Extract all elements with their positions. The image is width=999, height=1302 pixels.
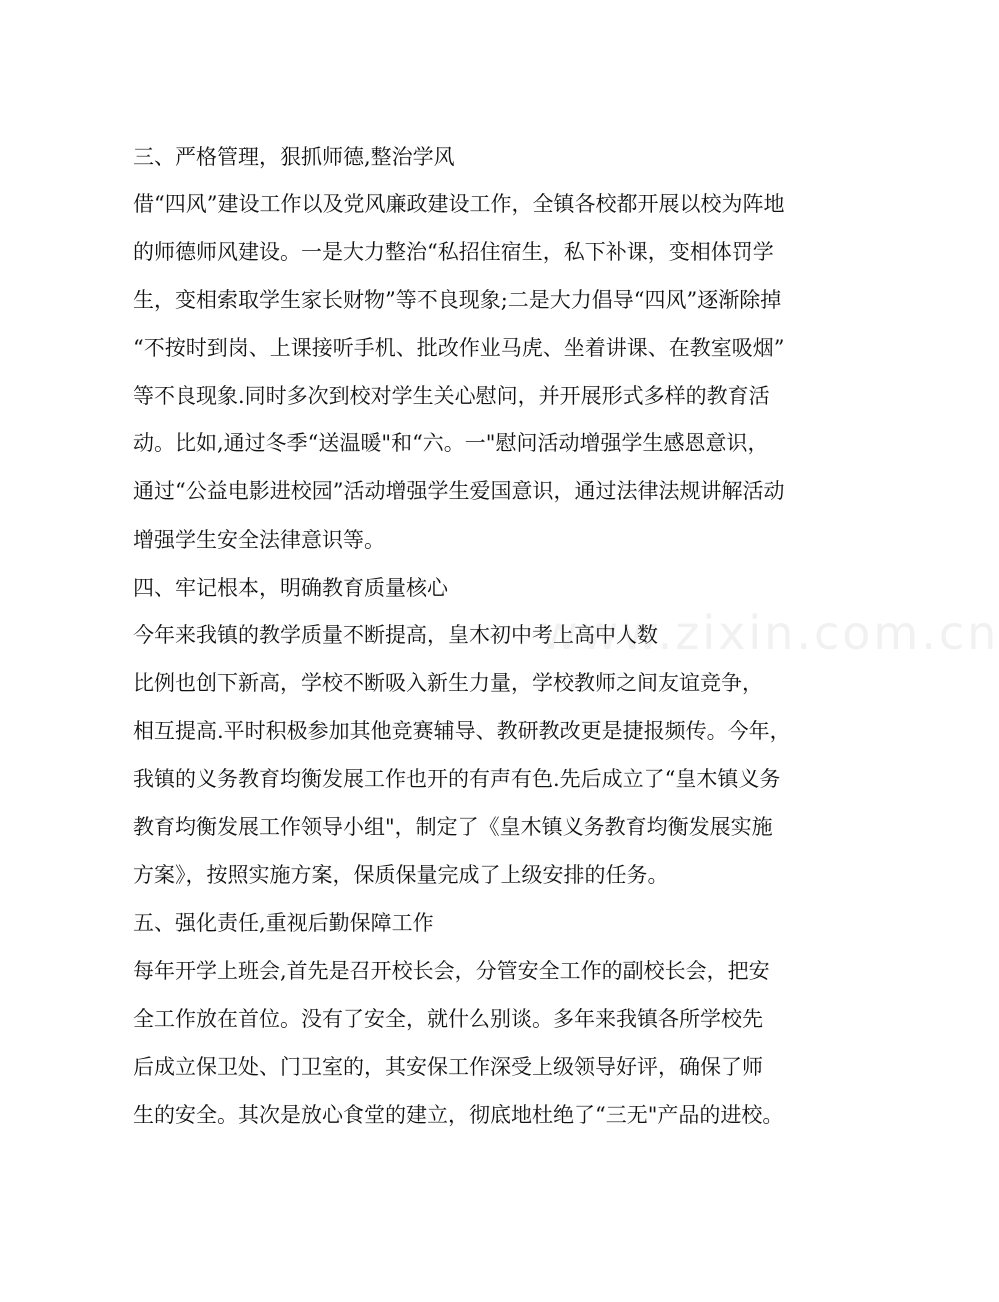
paragraph-line: 相互提高.平时积极参加其他竞赛辅导、教研教改更是捷报频传。今年， bbox=[133, 719, 791, 743]
paragraph-line: 全工作放在首位。没有了安全，就什么别谈。多年来我镇各所学校先 bbox=[133, 1007, 763, 1031]
paragraph-line: 每年开学上班会,首先是召开校长会，分管安全工作的副校长会，把安 bbox=[133, 959, 770, 983]
paragraph-line: 后成立保卫处、门卫室的，其安保工作深受上级领导好评，确保了师 bbox=[133, 1055, 763, 1079]
heading-section-5: 五、强化责任,重视后勤保障工作 bbox=[133, 911, 434, 935]
paragraph-line: 方案》，按照实施方案，保质保量完成了上级安排的任务。 bbox=[133, 863, 669, 887]
paragraph-line: 借“四风”建设工作以及党风廉政建设工作，全镇各校都开展以校为阵地 bbox=[133, 192, 785, 216]
paragraph-line: 生的安全。其次是放心食堂的建立，彻底地杜绝了“三无"产品的进校。 bbox=[133, 1103, 784, 1127]
paragraph-line: 动。比如,通过冬季“送温暖"和“六。一"慰问活动增强学生感恩意识， bbox=[133, 431, 769, 455]
heading-section-4: 四、牢记根本，明确教育质量核心 bbox=[133, 576, 448, 600]
paragraph-line: 等不良现象.同时多次到校对学生关心慰问，并开展形式多样的教育活 bbox=[133, 384, 770, 408]
watermark: www.zixin.com.cn bbox=[540, 606, 999, 660]
paragraph-line: 生，变相索取学生家长财物”等不良现象;二是大力倡导“四风”逐渐除掉 bbox=[133, 288, 782, 312]
paragraph-line: 的师德师风建设。一是大力整治“私招住宿生，私下补课，变相体罚学 bbox=[133, 240, 774, 264]
paragraph-line: 比例也创下新高，学校不断吸入新生力量，学校教师之间友谊竞争， bbox=[133, 671, 763, 695]
heading-section-3: 三、严格管理，狠抓师德,整治学风 bbox=[133, 145, 455, 169]
paragraph-line: 增强学生安全法律意识等。 bbox=[133, 528, 385, 552]
paragraph-line: “不按时到岗、上课接听手机、批改作业马虎、坐着讲课、在教室吸烟” bbox=[133, 336, 785, 360]
paragraph-line: 今年来我镇的教学质量不断提高，皇木初中考上高中人数 bbox=[133, 623, 658, 647]
paragraph-line: 教育均衡发展工作领导小组"，制定了《皇木镇义务教育均衡发展实施 bbox=[133, 815, 773, 839]
paragraph-line: 我镇的义务教育均衡发展工作也开的有声有色.先后成立了“皇木镇义务 bbox=[133, 767, 781, 791]
paragraph-line: 通过“公益电影进校园”活动增强学生爱国意识，通过法律法规讲解活动 bbox=[133, 479, 785, 503]
